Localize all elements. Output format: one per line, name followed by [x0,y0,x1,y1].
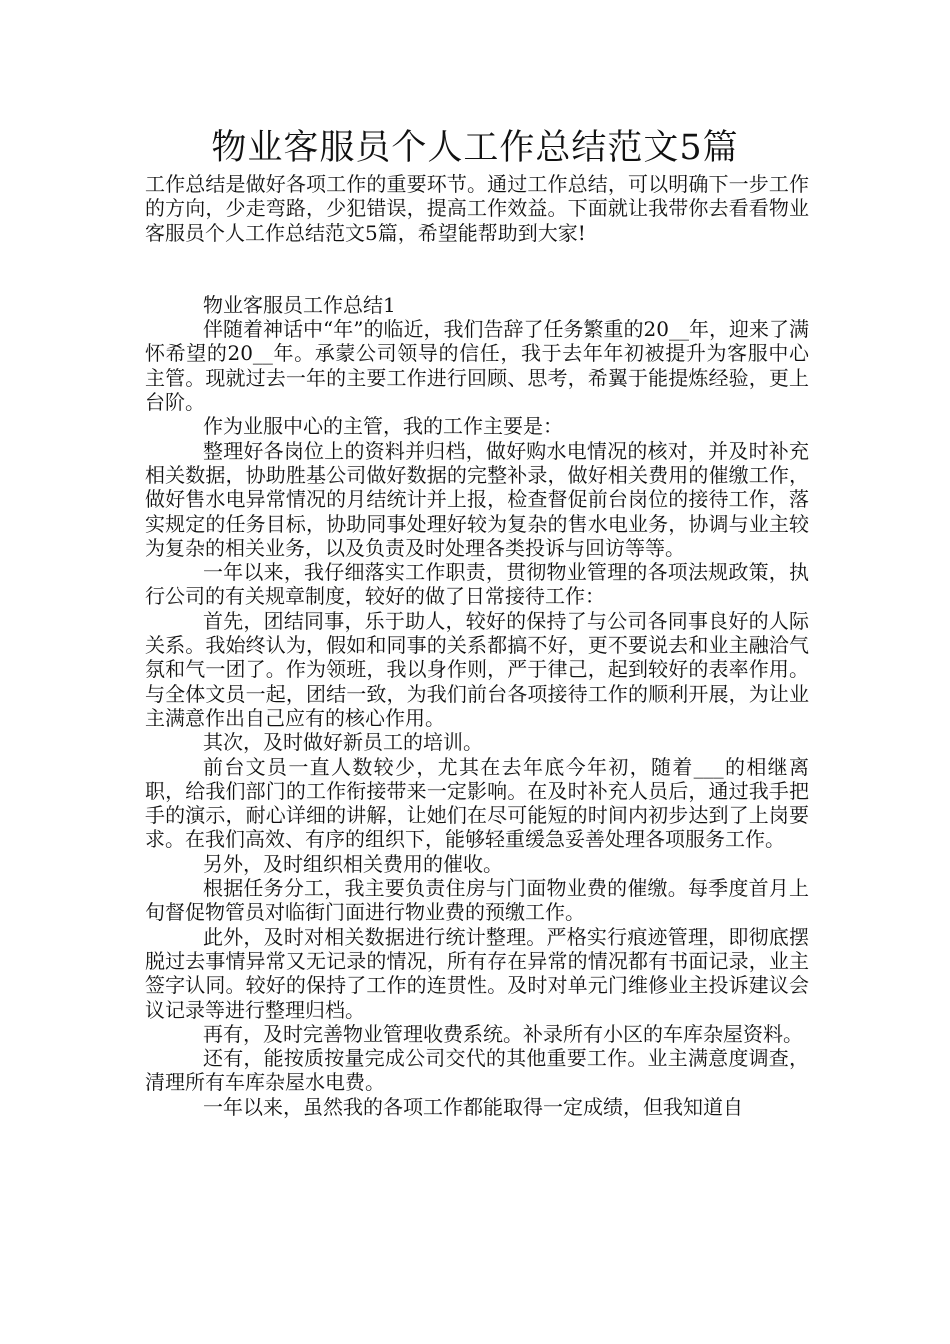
body-paragraph: 其次，及时做好新员工的培训。 [203,730,483,755]
intro-paragraph: 工作总结是做好各项工作的重要环节。通过工作总结，可以明确下一步工作的方向，少走弯路，少犯错误，提高工作效益。下面就让我带你去看看物业客服员个人工作总结范文5篇，希望能帮助到大家! [145,172,809,245]
document-body [145,172,809,1119]
body-paragraph: 再有，及时完善物业管理收费系统。补录所有小区的车库杂屋资料。 [203,1021,803,1046]
paragraph-gap [145,245,809,293]
body-paragraph: 前台文员一直人数较少，尤其在去年底今年初，随着___的相继离职，给我们部门的工作衔接带来一定影响。在及时补充人员后，通过我手把手的演示，耐心详细的讲解，让她们在尽可能短的时间内初步达到了上岗要求。在我们高效、有序的组织下，能够轻重缓急妥善处理各项服务工作。 [145,754,809,852]
document-title: 物业客服员个人工作总结范文5篇 [211,128,739,168]
body-paragraph: 一年以来，虽然我的各项工作都能取得一定成绩，但我知道自 [203,1094,743,1119]
body-paragraph: 此外，及时对相关数据进行统计整理。严格实行痕迹管理，即彻底摆脱过去事情异常又无记录的情况，所有存在异常的情况都有书面记录，业主签字认同。较好的保持了工作的连贯性。及时对单元门维修业主投诉建议会议记录等进行整理归档。 [145,924,809,1022]
body-paragraph: 整理好各岗位上的资料并归档，做好购水电情况的核对，并及时补充相关数据，协助胜基公司做好数据的完整补录，做好相关费用的催缴工作，做好售水电异常情况的月结统计并上报，检查督促前台岗位的接待工作，落实规定的任务目标，协助同事处理好较为复杂的售水电业务，协调与业主较为复杂的相关业务，以及负责及时处理各类投诉与回访等等。 [145,438,809,560]
body-paragraph: 首先，团结同事，乐于助人，较好的保持了与公司各同事良好的人际关系。我始终认为，假如和同事的关系都搞不好，更不要说去和业主融洽气氛和气一团了。作为领班，我以身作则，严于律己，起到较好的表率作用。与全体文员一起，团结一致，为我们前台各项接待工作的顺利开展，为让业主满意作出自己应有的核心作用。 [145,608,809,730]
section-heading: 物业客服员工作总结1 [203,292,396,317]
body-paragraph: 根据任务分工，我主要负责住房与门面物业费的催缴。每季度首月上旬督促物管员对临街门面进行物业费的预缴工作。 [145,876,809,925]
body-paragraph: 作为业服中心的主管，我的工作主要是： [203,414,563,439]
body-paragraph: 还有，能按质按量完成公司交代的其他重要工作。业主满意度调查，清理所有车库杂屋水电费。 [145,1046,809,1095]
body-paragraph: 另外，及时组织相关费用的催收。 [203,851,503,876]
body-paragraph: 伴随着神话中“年”的临近，我们告辞了任务繁重的20__年，迎来了满怀希望的20__年。承蒙公司领导的信任，我于去年年初被提升为客服中心主管。现就过去一年的主要工作进行回顾、思考，希翼于能提炼经验，更上台阶。 [145,317,809,415]
body-paragraph: 一年以来，我仔细落实工作职责，贯彻物业管理的各项法规政策，执行公司的有关规章制度，较好的做了日常接待工作： [145,560,809,609]
